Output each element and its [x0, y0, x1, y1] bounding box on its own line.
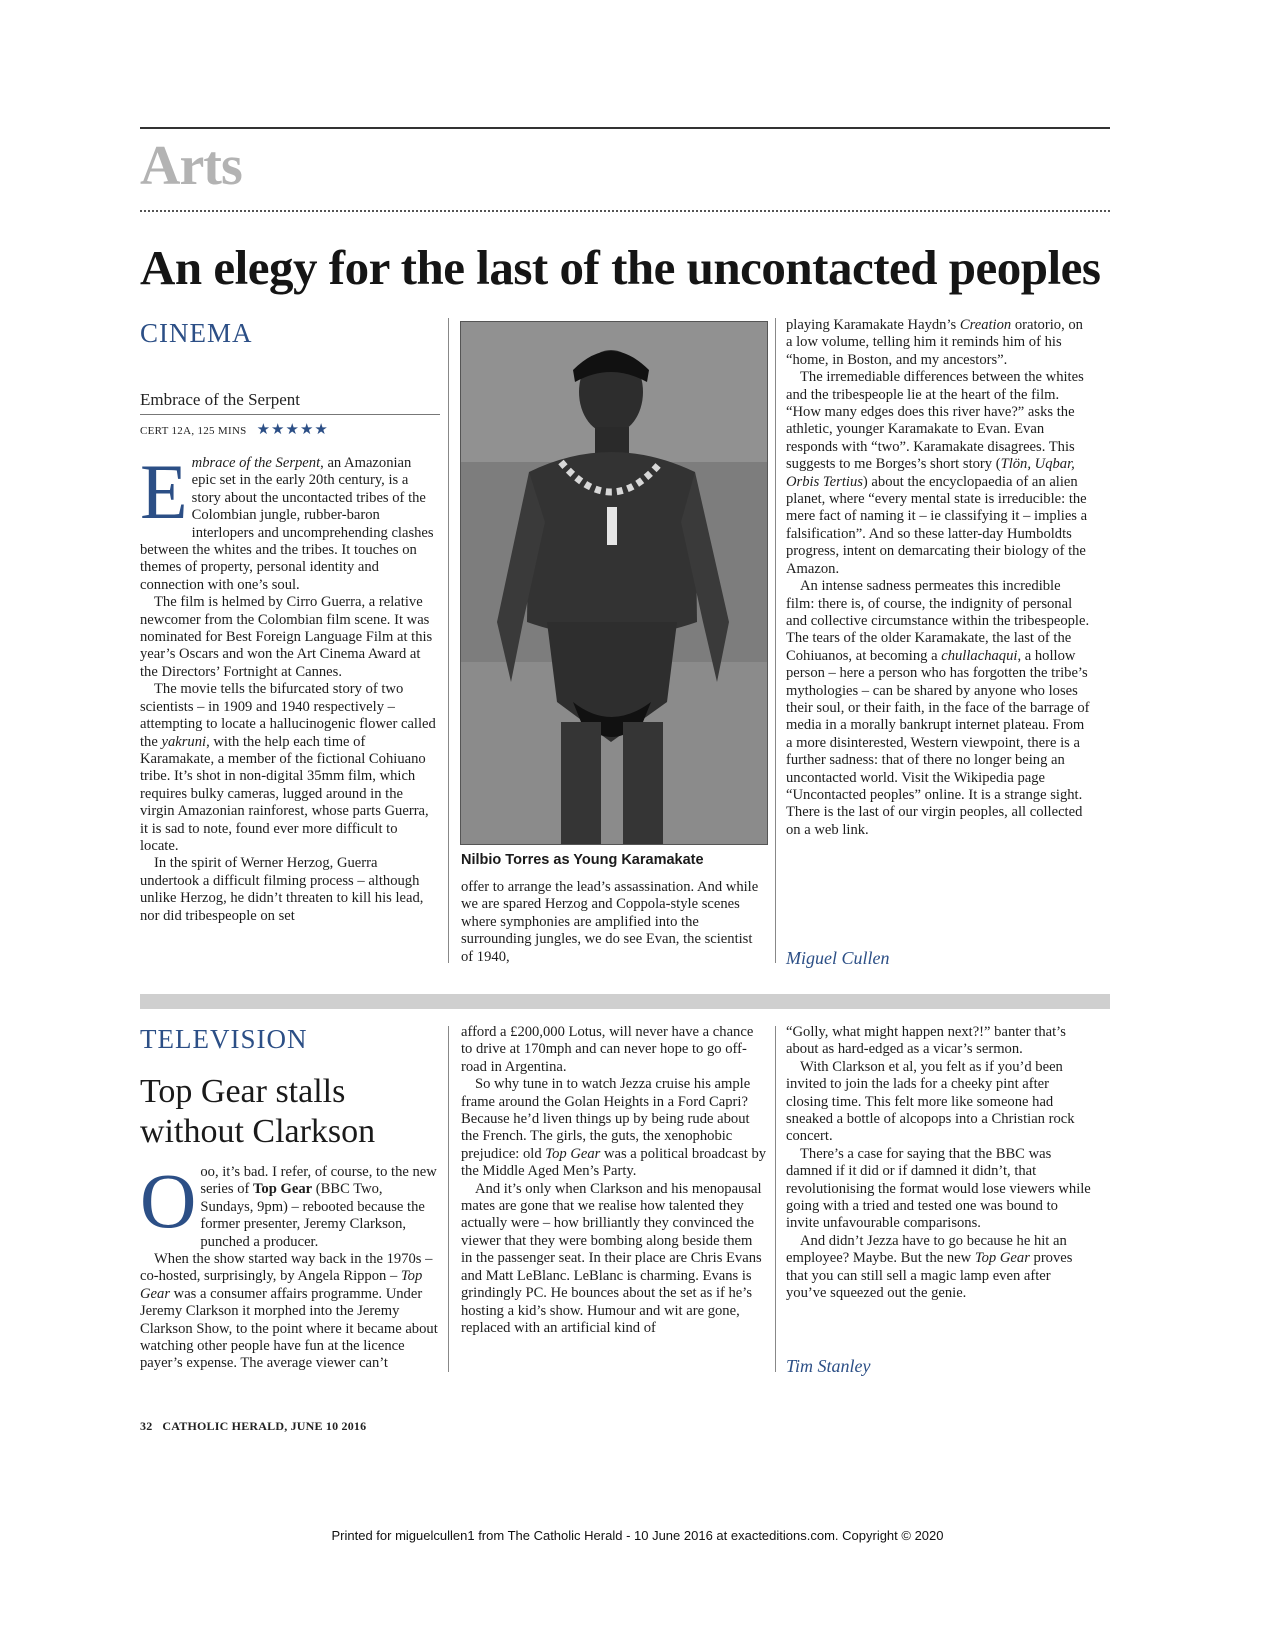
paragraph: playing Karamakate Haydn’s Creation oratorio, on a low volume, telling him it reminds him of his “home, in Boston, and my ancestors”.	[786, 317, 1083, 368]
cinema-byline: Miguel Cullen	[786, 948, 890, 968]
cinema-column-3	[786, 317, 1092, 839]
page-footer	[140, 1419, 366, 1434]
dropcap-o: O	[140, 1157, 197, 1244]
paragraph: The movie tells the bifurcated story of two scientists – in 1909 and 1940 respectively – attempting to locate a hallucinogenic flower called the yakruni, with the help each time of Karamakate, a member of the fictional Cohiuano tribe. It’s shot in non-digital 35mm film, which requires bulky cameras, lugged around in the virgin Amazonian rainforest, whose parts Guerra, it is sad to note, found ever more difficult to locate.	[140, 681, 436, 854]
paragraph: The film is helmed by Cirro Guerra, a relative newcomer from the Colombian film scene. It was nominated for Best Foreign Language Film at this year’s Oscars and won the Art Cinema Award at the Directors’ Fortnight at Cannes.	[140, 594, 433, 680]
tv-column-1	[140, 1157, 438, 1373]
column-divider	[448, 1026, 449, 1372]
dropcap-e: E	[140, 448, 188, 535]
cert-line	[140, 420, 329, 438]
photo-caption: Nilbio Torres as Young Karamakate	[461, 852, 704, 868]
page-number: 32	[140, 1419, 153, 1433]
paragraph: And didn’t Jezza have to go because he hit an employee? Maybe. But the new Top Gear proves that you can still sell a magic lamp even after you’ve squeezed out the genie.	[786, 1232, 1073, 1302]
rating-stars-icon: ★★★★★	[256, 420, 329, 438]
tv-headline-line-2: without Clarkson	[140, 1113, 376, 1150]
tv-byline: Tim Stanley	[786, 1356, 871, 1376]
section-divider-bar	[140, 994, 1110, 1009]
paragraph: mbrace of the Serpent, an Amazonian epic set in the early 20th century, is a story about the uncontacted tribes of the Colombian jungle, rubber-baron interlopers and uncomprehending clashes between the whites and the tribes. It touches on themes of property, personal identity and connection with one’s soul.	[140, 455, 434, 593]
paragraph: With Clarkson et al, you felt as if you’d been invited to join the lads for a cheeky pint after closing time. This felt more like someone had sneaked a bottle of alcopops into a Christian rock concert.	[786, 1058, 1075, 1145]
film-title-rule	[140, 414, 440, 415]
tv-headline-line-1: Top Gear stalls	[140, 1073, 346, 1110]
paragraph: afford a £200,000 Lotus, will never have a chance to drive at 170mph and can never hope to go off-road in Argentina.	[461, 1024, 754, 1075]
dotted-divider	[140, 210, 1110, 212]
cinema-column-1	[140, 448, 438, 925]
film-still-photo	[460, 321, 768, 845]
cinema-kicker: CINEMA	[140, 318, 253, 348]
paragraph: So why tune in to watch Jezza cruise his ample frame around the Golan Heights in a Ford Capri? Because he’d liven things up by being rude about the French. The girls, the guts, the xenophobic prejudice: old Top Gear was a political broadcast by the Middle Aged Men’s Party.	[461, 1076, 767, 1180]
paragraph: The irremediable differences between the whites and the tribespeople lie at the heart of the film. “How many edges does this river have?” asks the athletic, younger Karamakate to Evan. Evan responds with “two”. Karamakate disagrees. This suggests to me Borges’s short story (Tlön, Uqbar, Orbis Tertius) about the encyclopaedia of an alien planet, where “every mental state is irreducible: the mere fact of naming it – ie classifying it – implies a falsification”. And so these latter-day Humboldts progress, intent on demarcating their biology of the Amazon.	[786, 369, 1088, 577]
paragraph: “Golly, what might happen next?!” banter that’s about as hard-edged as a vicar’s sermon.	[786, 1024, 1066, 1058]
cinema-column-2	[461, 879, 767, 966]
column-divider	[448, 318, 449, 963]
article-headline: An elegy for the last of the uncontacted peoples	[140, 240, 1101, 295]
tv-column-3	[786, 1024, 1092, 1303]
film-title: Embrace of the Serpent	[140, 390, 301, 409]
paragraph: oo, it’s bad. I refer, of course, to the new series of Top Gear (BBC Two, Sundays, 9pm) – rebooted because the former presenter, Jeremy Clarkson, punched a producer.	[200, 1164, 437, 1250]
publication-info: CATHOLIC HERALD, JUNE 10 2016	[162, 1419, 367, 1433]
paragraph: And it’s only when Clarkson and his menopausal mates are gone that we realise how talented they actually were – how brilliantly they convinced the viewer that they were bombing along beside them in the passenger seat. In their place are Chris Evans and Matt LeBlanc. LeBlanc is charming. Evans is grindingly PC. He bounces about the set as if he’s hosting a kid’s show. Humour and wit are gone, replaced with an artificial kind of	[461, 1180, 762, 1336]
paragraph: In the spirit of Werner Herzog, Guerra undertook a difficult filming process – although unlike Herzog, he didn’t threaten to kill his lead, nor did tribespeople on set	[140, 855, 424, 924]
paragraph: There’s a case for saying that the BBC was damned if it did or if damned it didn’t, that revolutionising the format would lose viewers while going with a tried and tested one was bound to invite unfavourable comparisons.	[786, 1145, 1091, 1232]
tv-column-2	[461, 1024, 767, 1337]
television-kicker: TELEVISION	[140, 1024, 308, 1054]
paragraph: offer to arrange the lead’s assassination. And while we are spared Herzog and Coppola-style scenes where symphonies are amplified into the surrounding jungles, we do see Evan, the scientist of 1940,	[461, 879, 759, 965]
cert-text: CERT 12A, 125 MINS	[140, 425, 247, 437]
printed-notice: Printed for miguelcullen1 from The Catholic Herald - 10 June 2016 at exacteditions.com. Copyright © 2020	[331, 1528, 944, 1543]
section-title: Arts	[140, 135, 242, 197]
tv-headline	[140, 1072, 375, 1152]
top-rule	[140, 127, 1110, 129]
paragraph: An intense sadness permeates this incredible film: there is, of course, the indignity of personal and collective circumstance within the tribespeople. The tears of the older Karamakate, the last of the Cohiuanos, at becoming a chullachaqui, a hollow person – here a person who has forgotten the tribe’s mythologies – can be shared by anyone who loses their soul, or their faith, in the face of the barrage of media in a morally bankrupt internet plateau. From a more disinterested, Western viewpoint, there is a further sadness: that of there no longer being an uncontacted world. Visit the Wikipedia page “Uncontacted peoples” online. It is a strange sight. There is the last of our virgin peoples, all collected on a web link.	[786, 578, 1090, 838]
column-divider	[775, 1026, 776, 1372]
column-divider	[775, 318, 776, 963]
paragraph: When the show started way back in the 1970s – co-hosted, surprisingly, by Angela Rippon – Top Gear was a consumer affairs programme. Under Jeremy Clarkson it morphed into the Jeremy Clarkson Show, to the point where it became about watching other people have fun at the licence payer’s expense. The average viewer can’t	[140, 1251, 438, 1372]
warrior-figure-illustration	[461, 322, 767, 844]
